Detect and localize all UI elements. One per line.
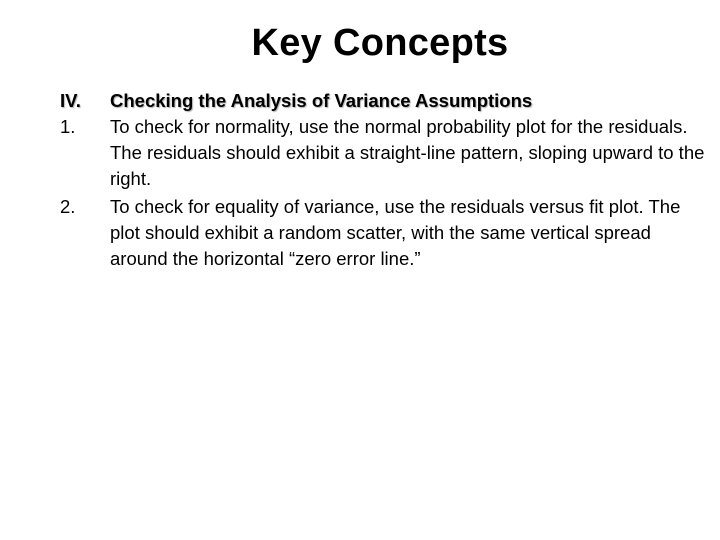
- section-heading: Checking the Analysis of Variance Assumptions: [110, 90, 533, 111]
- slide-content: [60, 88, 710, 272]
- list-item: [60, 194, 710, 272]
- list-item-number: 2.: [60, 196, 76, 217]
- list-item-text: To check for equality of variance, use the residuals versus fit plot. The plot should exhibit a random scatter, with the same vertical spread around the horizontal “zero error line.”: [110, 196, 681, 269]
- section-heading-row: [60, 88, 710, 114]
- list-item-text: To check for normality, use the normal probability plot for the residuals. The residuals should exhibit a straight-line pattern, sloping upward to the right.: [110, 116, 705, 189]
- section-marker: IV.: [60, 90, 81, 111]
- list-item-number: 1.: [60, 116, 76, 137]
- slide-title: Key Concepts: [251, 22, 509, 64]
- list-item: [60, 114, 710, 192]
